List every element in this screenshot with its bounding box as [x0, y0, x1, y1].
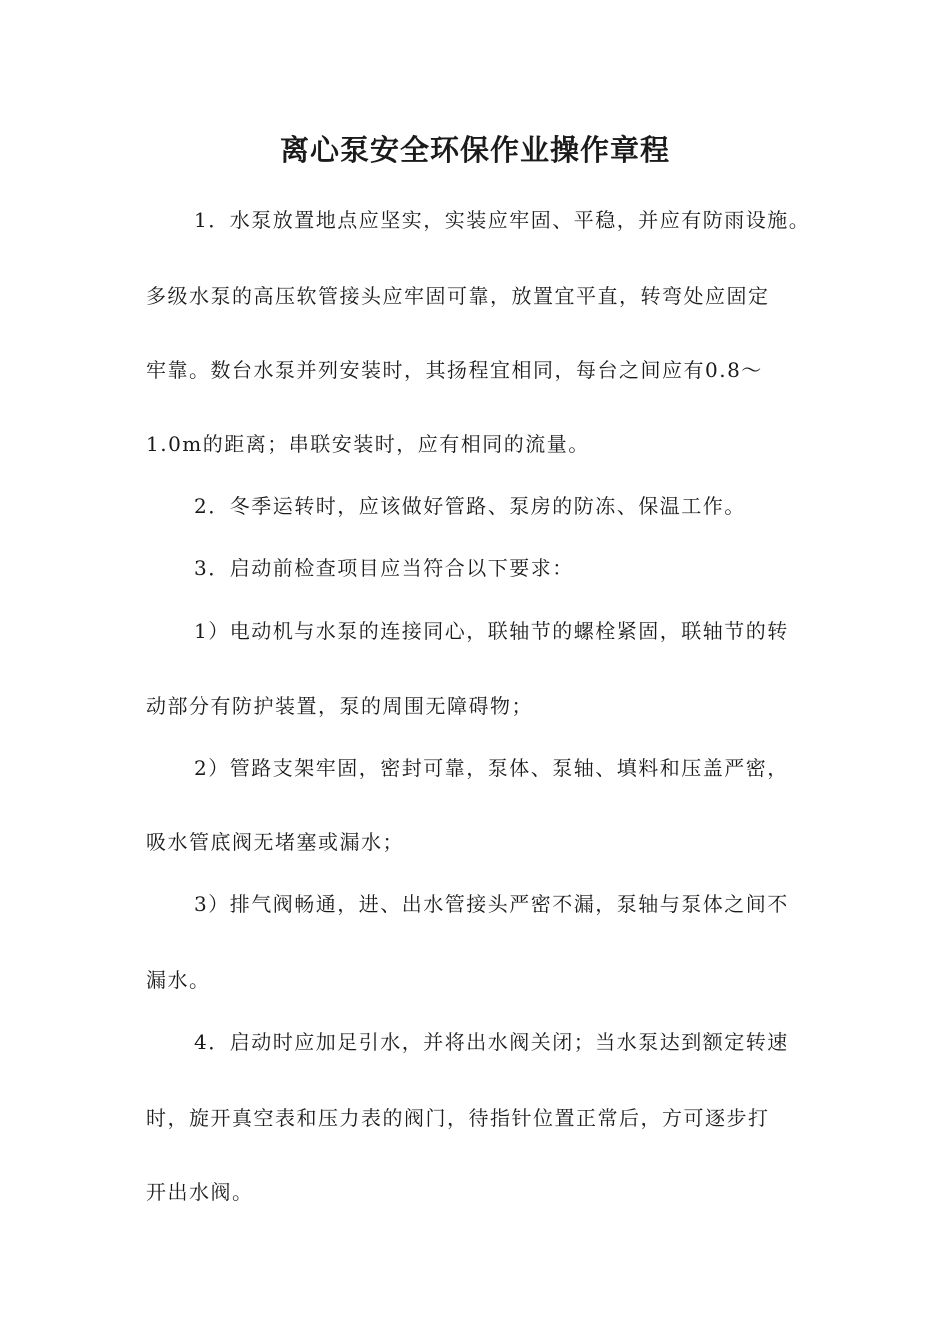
paragraph-1-line-3: 牢靠。数台水泵并列安装时，其扬程宜相同，每台之间应有0.8～: [146, 358, 763, 382]
item-1-line-1: 1）电动机与水泵的连接同心，联轴节的螺栓紧固，联轴节的转: [194, 619, 789, 643]
paragraph-1-line-4: 1.0m的距离；串联安装时，应有相同的流量。: [146, 432, 590, 456]
paragraph-4-line-1: 4．启动时应加足引水，并将出水阀关闭；当水泵达到额定转速: [194, 1030, 789, 1054]
paragraph-4-line-3: 开出水阀。: [146, 1180, 254, 1204]
paragraph-1-line-1: 1．水泵放置地点应坚实，实装应牢固、平稳，并应有防雨设施。: [194, 208, 811, 232]
item-3-line-1: 3）排气阀畅通，进、出水管接头严密不漏，泵轴与泵体之间不: [194, 892, 789, 916]
item-2-line-1: 2）管路支架牢固，密封可靠，泵体、泵轴、填料和压盖严密，: [194, 756, 789, 780]
paragraph-4-line-2: 时，旋开真空表和压力表的阀门，待指针位置正常后，方可逐步打: [146, 1106, 770, 1130]
item-1-line-2: 动部分有防护装置，泵的周围无障碍物；: [146, 694, 533, 718]
paragraph-3-line-1: 3．启动前检查项目应当符合以下要求：: [194, 556, 574, 580]
item-2-line-2: 吸水管底阀无堵塞或漏水；: [146, 830, 404, 854]
document-title: 离心泵安全环保作业操作章程: [279, 133, 670, 167]
paragraph-2-line-1: 2．冬季运转时，应该做好管路、泵房的防冻、保温工作。: [194, 494, 746, 518]
item-3-line-2: 漏水。: [146, 968, 211, 992]
paragraph-1-line-2: 多级水泵的高压软管接头应牢固可靠，放置宜平直，转弯处应固定: [146, 284, 770, 308]
